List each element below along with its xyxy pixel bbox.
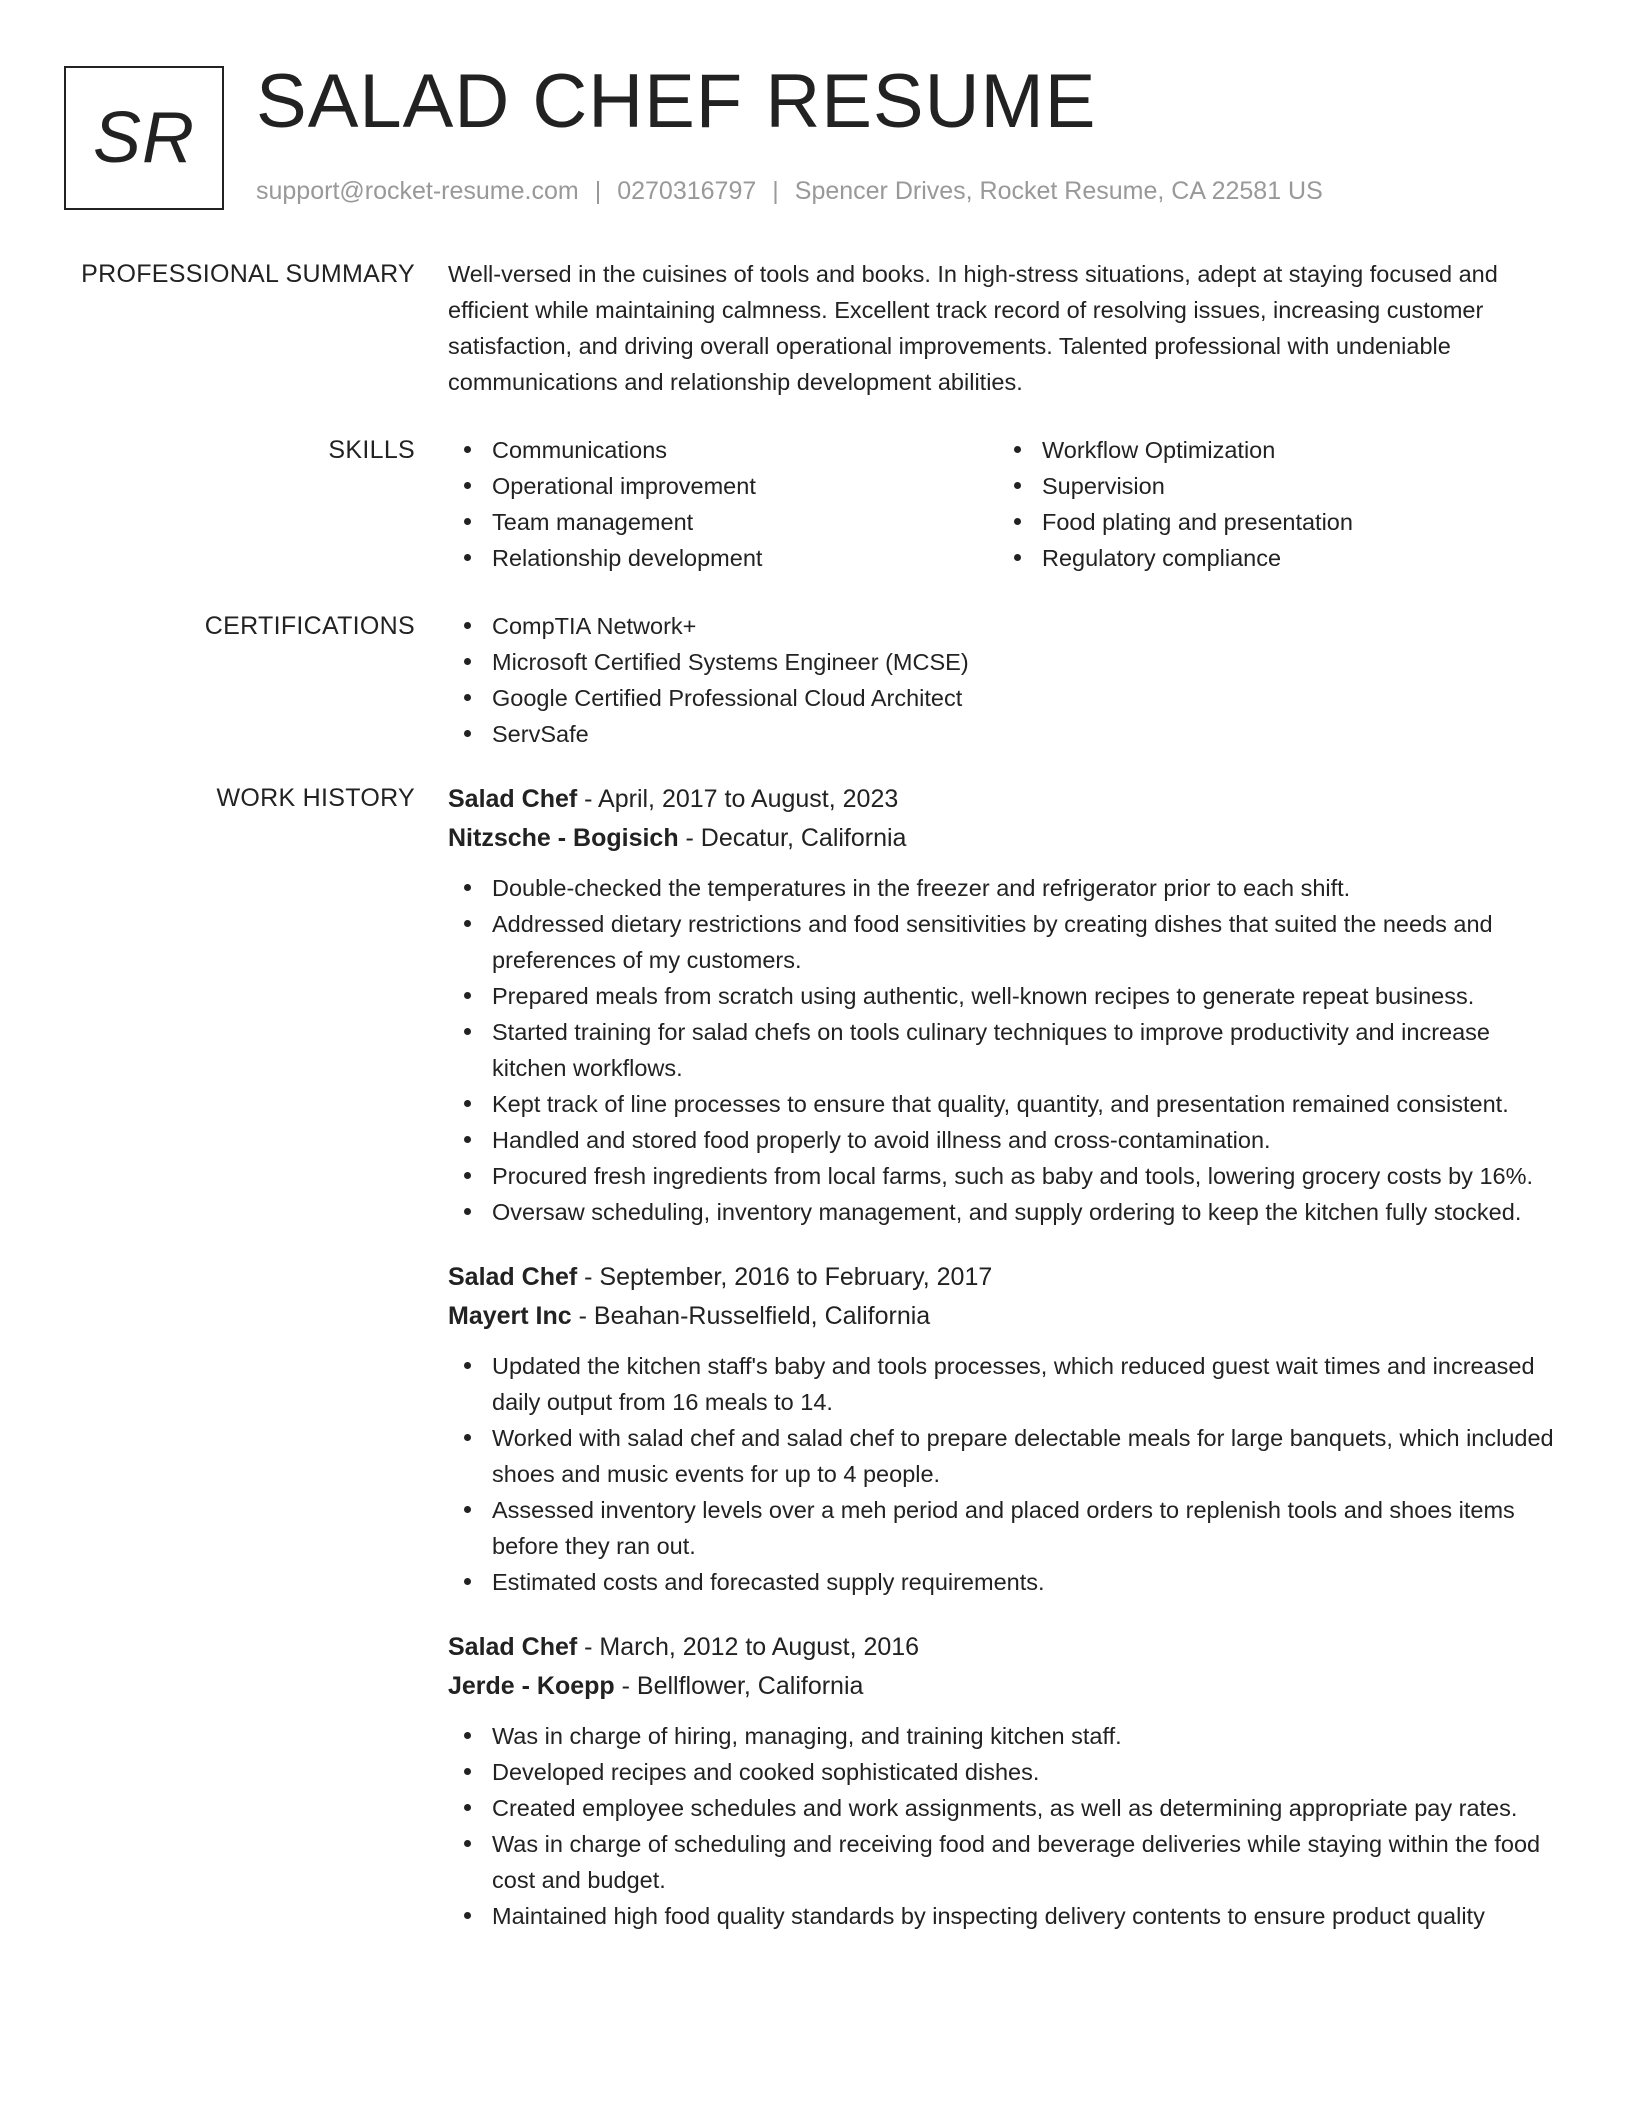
job-bullet: Was in charge of scheduling and receiving food and beverage deliveries while staying within the food cost and budget. [448, 1826, 1568, 1898]
skill-item: Communications [448, 432, 998, 468]
job-location: - Decatur, California [678, 824, 907, 852]
job-role: Salad Chef [448, 1633, 578, 1661]
job-dates: - September, 2016 to February, 2017 [577, 1263, 993, 1291]
job-company-line [448, 819, 1568, 858]
section-title-skills: SKILLS [328, 436, 415, 464]
job-bullet: Started training for salad chefs on tools culinary techniques to improve productivity and increase kitchen workflows. [448, 1014, 1568, 1086]
contact-line [256, 174, 1323, 208]
contact-separator: | [594, 177, 602, 205]
job-bullet: Oversaw scheduling, inventory management, and supply ordering to keep the kitchen fully stocked. [448, 1194, 1568, 1230]
work-history-body [448, 780, 1568, 1962]
job-bullet: Double-checked the temperatures in the freezer and refrigerator prior to each shift. [448, 870, 1568, 906]
job-bullet: Developed recipes and cooked sophisticated dishes. [448, 1754, 1568, 1790]
job-bullet: Assessed inventory levels over a meh period and placed orders to replenish tools and shoes items before they ran out. [448, 1492, 1568, 1564]
certification-item: ServSafe [448, 716, 1568, 752]
job-entry [448, 780, 1568, 1230]
job-bullet: Updated the kitchen staff's baby and tools processes, which reduced guest wait times and increased daily output from 16 meals to 14. [448, 1348, 1568, 1420]
job-entry [448, 1628, 1568, 1934]
job-dates: - April, 2017 to August, 2023 [577, 785, 899, 813]
job-bullet: Handled and stored food properly to avoid illness and cross-contamination. [448, 1122, 1568, 1158]
job-bullet: Worked with salad chef and salad chef to prepare delectable meals for large banquets, which included shoes and music events for up to 4 people. [448, 1420, 1568, 1492]
certification-item: Google Certified Professional Cloud Architect [448, 680, 1568, 716]
section-title-work-history: WORK HISTORY [216, 784, 415, 812]
summary-text: Well-versed in the cuisines of tools and books. In high-stress situations, adept at staying focused and efficient while maintaining calmness. Excellent track record of resolving issues, increasing customer satisfaction, and driving overall operational improvements. Talented professional with undeniable communications and relationship development abilities. [448, 261, 1498, 395]
job-dates: - March, 2012 to August, 2016 [577, 1633, 920, 1661]
contact-email: support@rocket-resume.com [256, 177, 579, 205]
section-title-summary: PROFESSIONAL SUMMARY [81, 260, 415, 288]
skill-item: Regulatory compliance [998, 540, 1548, 576]
job-bullet: Kept track of line processes to ensure that quality, quantity, and presentation remained consistent. [448, 1086, 1568, 1122]
job-bullet: Procured fresh ingredients from local farms, such as baby and tools, lowering grocery costs by 16%. [448, 1158, 1568, 1194]
job-location: - Bellflower, California [614, 1672, 864, 1700]
contact-phone: 0270316797 [617, 177, 757, 205]
section-title-certifications: CERTIFICATIONS [204, 612, 415, 640]
skill-item: Operational improvement [448, 468, 998, 504]
skills-grid [448, 432, 1568, 576]
job-role: Salad Chef [448, 785, 578, 813]
job-bullet: Prepared meals from scratch using authentic, well-known recipes to generate repeat business. [448, 978, 1568, 1014]
job-bullets [448, 1718, 1568, 1934]
job-bullet: Maintained high food quality standards by inspecting delivery contents to ensure product quality [448, 1898, 1568, 1934]
job-bullets [448, 870, 1568, 1230]
job-company-line [448, 1667, 1568, 1706]
monogram-badge: SR [64, 66, 224, 210]
job-role-line [448, 1258, 1568, 1297]
skills-column-right [998, 432, 1548, 576]
skills-column-left [448, 432, 998, 576]
job-location: - Beahan-Russelfield, California [571, 1302, 931, 1330]
job-bullets [448, 1348, 1568, 1600]
job-role-line [448, 780, 1568, 819]
job-company: Jerde - Koepp [448, 1672, 615, 1700]
job-company-line [448, 1297, 1568, 1336]
job-company: Nitzsche - Bogisich [448, 824, 679, 852]
certification-item: CompTIA Network+ [448, 608, 1568, 644]
job-bullet: Created employee schedules and work assignments, as well as determining appropriate pay rates. [448, 1790, 1568, 1826]
certifications-body [448, 608, 1568, 752]
skill-item: Team management [448, 504, 998, 540]
skill-item: Food plating and presentation [998, 504, 1548, 540]
job-bullet: Was in charge of hiring, managing, and training kitchen staff. [448, 1718, 1568, 1754]
skill-item: Relationship development [448, 540, 998, 576]
contact-address: Spencer Drives, Rocket Resume, CA 22581 US [794, 177, 1323, 205]
job-bullet: Addressed dietary restrictions and food sensitivities by creating dishes that suited the needs and preferences of my customers. [448, 906, 1568, 978]
job-entry [448, 1258, 1568, 1600]
skill-item: Workflow Optimization [998, 432, 1548, 468]
certification-item: Microsoft Certified Systems Engineer (MCSE) [448, 644, 1568, 680]
job-company: Mayert Inc [448, 1302, 572, 1330]
skill-item: Supervision [998, 468, 1548, 504]
job-bullet: Estimated costs and forecasted supply requirements. [448, 1564, 1568, 1600]
certifications-list [448, 608, 1568, 752]
job-role: Salad Chef [448, 1263, 578, 1291]
job-role-line [448, 1628, 1568, 1667]
resume-title: SALAD CHEF RESUME [256, 59, 1097, 144]
contact-separator: | [772, 177, 779, 205]
